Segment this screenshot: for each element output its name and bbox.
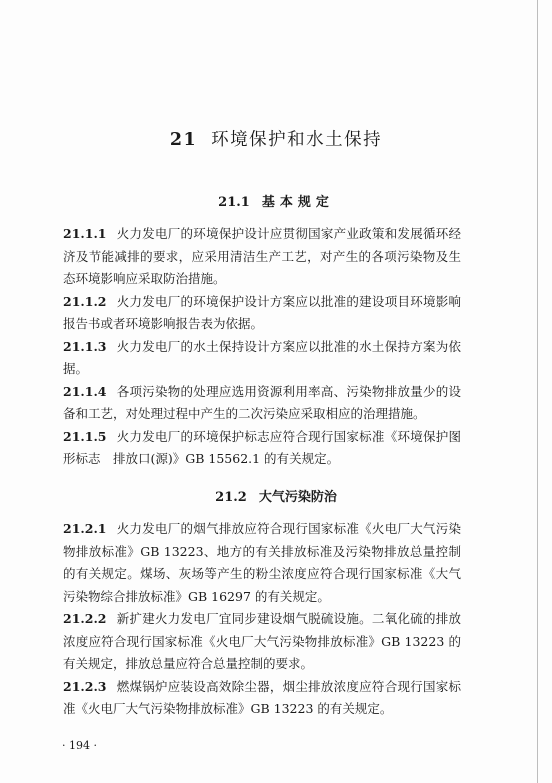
clause-21-1-2 — [63, 291, 461, 336]
clause-21-1-4 — [63, 381, 461, 426]
clause-21-1-5 — [63, 426, 461, 471]
clause-text: 火力发电厂的环境保护设计方案应以批准的建设项目环境影响报告书或者环境影响报告表为依据。 — [63, 293, 461, 331]
clause-text: 燃煤锅炉应装设高效除尘器，烟尘排放浓度应符合现行国家标准《火电厂大气污染物排放标准》GB 13223 的有关规定。 — [63, 678, 461, 716]
clause-number: 21.1.4 — [63, 383, 107, 399]
clause-number: 21.1.3 — [63, 338, 107, 354]
clause-number: 21.1.1 — [63, 226, 107, 241]
clause-21-2-1 — [63, 518, 461, 608]
section-number: 21.1 — [218, 195, 250, 210]
page-edge-divider — [537, 0, 538, 783]
clause-number: 21.2.3 — [63, 678, 107, 694]
chapter-number: 21 — [169, 130, 198, 150]
clause-text: 火力发电厂的烟气排放应符合现行国家标准《火电厂大气污染物排放标准》GB 13223、地方的有关排放标准及污染物排放总量控制的有关规定。煤场、灰场等产生的粉尘浓度应符合现行国家标准《大气污染物综合排放标准》GB 16297 的有关规定。 — [63, 521, 461, 604]
clause-21-2-2 — [63, 608, 461, 676]
clause-text: 火力发电厂的环境保护设计应贯彻国家产业政策和发展循环经济及节能减排的要求，应采用清洁生产工艺，对产生的各项污染物及生态环境影响应采取防治措施。 — [63, 226, 461, 286]
clause-number: 21.2.1 — [63, 521, 107, 536]
clause-text: 火力发电厂的环境保护标志应符合现行国家标准《环境保护图形标志 排放口(源)》GB 15562.1 的有关规定。 — [63, 428, 461, 466]
clause-number: 21.1.5 — [63, 428, 107, 444]
chapter-title-text: 环境保护和水土保持 — [211, 130, 383, 150]
clause-number: 21.2.2 — [63, 611, 107, 626]
clause-number: 21.1.2 — [63, 293, 107, 309]
section-heading-21-1 — [0, 191, 552, 210]
clause-text: 火力发电厂的水土保持设计方案应以批准的水土保持方案为依据。 — [63, 338, 461, 376]
clause-text: 各项污染物的处理应选用资源利用率高、污染物排放量少的设备和工艺，对处理过程中产生的二次污染应采取相应的治理措施。 — [63, 383, 461, 421]
section-title-text: 基本规定 — [261, 195, 334, 210]
clause-21-1-1 — [63, 223, 461, 291]
page-number: · 194 · — [62, 739, 97, 752]
section-21-1-body — [63, 223, 461, 471]
section-title-text: 大气污染防治 — [258, 490, 337, 505]
section-number: 21.2 — [215, 490, 247, 505]
section-21-2-body — [63, 518, 461, 721]
clause-21-2-3 — [63, 676, 461, 721]
clause-text: 新扩建火力发电厂宜同步建设烟气脱硫设施。二氧化硫的排放浓度应符合现行国家标准《火电厂大气污染物排放标准》GB 13223 的有关规定，排放总量应符合总量控制的要求。 — [63, 611, 461, 671]
chapter-title — [0, 126, 552, 151]
clause-21-1-3 — [63, 336, 461, 381]
section-heading-21-2 — [0, 486, 552, 505]
